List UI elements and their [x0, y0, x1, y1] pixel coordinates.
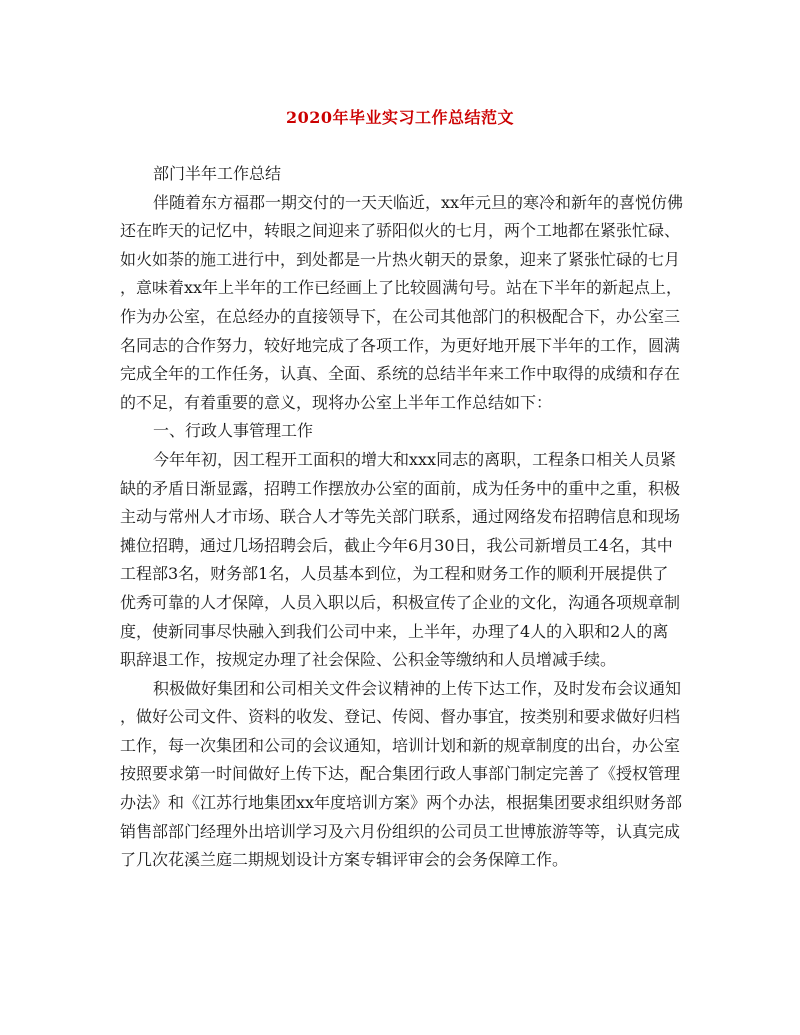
body-text-line: 了几次花溪兰庭二期规划设计方案专辑评审会的会务保障工作。	[120, 850, 569, 870]
body-text-line: 的不足，有着重要的意义，现将办公室上半年工作总结如下：	[120, 392, 553, 412]
body-text-line: 一、行政人事管理工作	[153, 421, 314, 441]
body-text-line: 还在昨天的记忆中，转眼之间迎来了骄阳似火的七月，两个工地都在紧张忙碌、	[120, 221, 681, 241]
body-text-line: 今年年初，因工程开工面积的增大和xxx同志的离职，工程条口相关人员紧	[153, 449, 677, 469]
body-text-line: 积极做好集团和公司相关文件会议精神的上传下达工作，及时发布会议通知	[153, 678, 682, 698]
body-text-line: 缺的矛盾日渐显露，招聘工作摆放办公室的面前，成为任务中的重中之重，积极	[120, 478, 681, 498]
body-text-line: 作为办公室，在总经办的直接领导下，在公司其他部门的积极配合下，办公室三	[120, 306, 681, 326]
body-text-line: 伴随着东方福郡一期交付的一天天临近，xx年元旦的寒冷和新年的喜悦仿佛	[153, 192, 684, 212]
body-text-line: 度，使新同事尽快融入到我们公司中来，上半年，办理了4人的入职和2人的离	[120, 621, 669, 641]
body-text-line: 工作，每一次集团和公司的会议通知，培训计划和新的规章制度的出台，办公室	[120, 735, 681, 755]
body-text-line: ，意味着xx年上半年的工作已经画上了比较圆满句号。站在下半年的新起点上，	[120, 278, 683, 298]
body-text-line: 办法》和《江苏行地集团xx年度培训方案》两个办法，根据集团要求组织财务部	[120, 793, 683, 813]
body-text-line: 名同志的合作努力，较好地完成了各项工作，为更好地开展下半年的工作，圆满	[120, 335, 681, 355]
body-text-line: 工程部3名，财务部1名，人员基本到位，为工程和财务工作的顺利开展提供了	[120, 564, 669, 584]
body-text-line: 职辞退工作，按规定办理了社会保险、公积金等缴纳和人员增减手续。	[120, 650, 617, 670]
body-text-line: 如火如荼的施工进行中，到处都是一片热火朝天的景象，迎来了紧张忙碌的七月	[120, 249, 681, 269]
document-body	[120, 160, 690, 875]
body-text-line: 按照要求第一时间做好上传下达，配合集团行政人事部门制定完善了《授权管理	[120, 764, 681, 784]
body-text-line: 部门半年工作总结	[153, 164, 282, 183]
body-text-line: 主动与常州人才市场、联合人才等先关部门联系，通过网络发布招聘信息和现场	[120, 507, 681, 527]
document-title: 2020年毕业实习工作总结范文	[285, 108, 515, 127]
body-text-line: 优秀可靠的人才保障，人员入职以后，积极宣传了企业的文化，沟通各项规章制	[120, 592, 681, 612]
body-text-line: ，做好公司文件、资料的收发、登记、传阅、督办事宜，按类别和要求做好归档	[120, 707, 681, 727]
body-text-line: 完成全年的工作任务，认真、全面、系统的总结半年来工作中取得的成绩和存在	[120, 364, 681, 384]
body-text-line: 摊位招聘，通过几场招聘会后，截止今年6月30日，我公司新增员工4名，其中	[120, 535, 673, 555]
body-text-line: 销售部部门经理外出培训学习及六月份组织的公司员工世博旅游等等，认真完成	[120, 821, 681, 841]
